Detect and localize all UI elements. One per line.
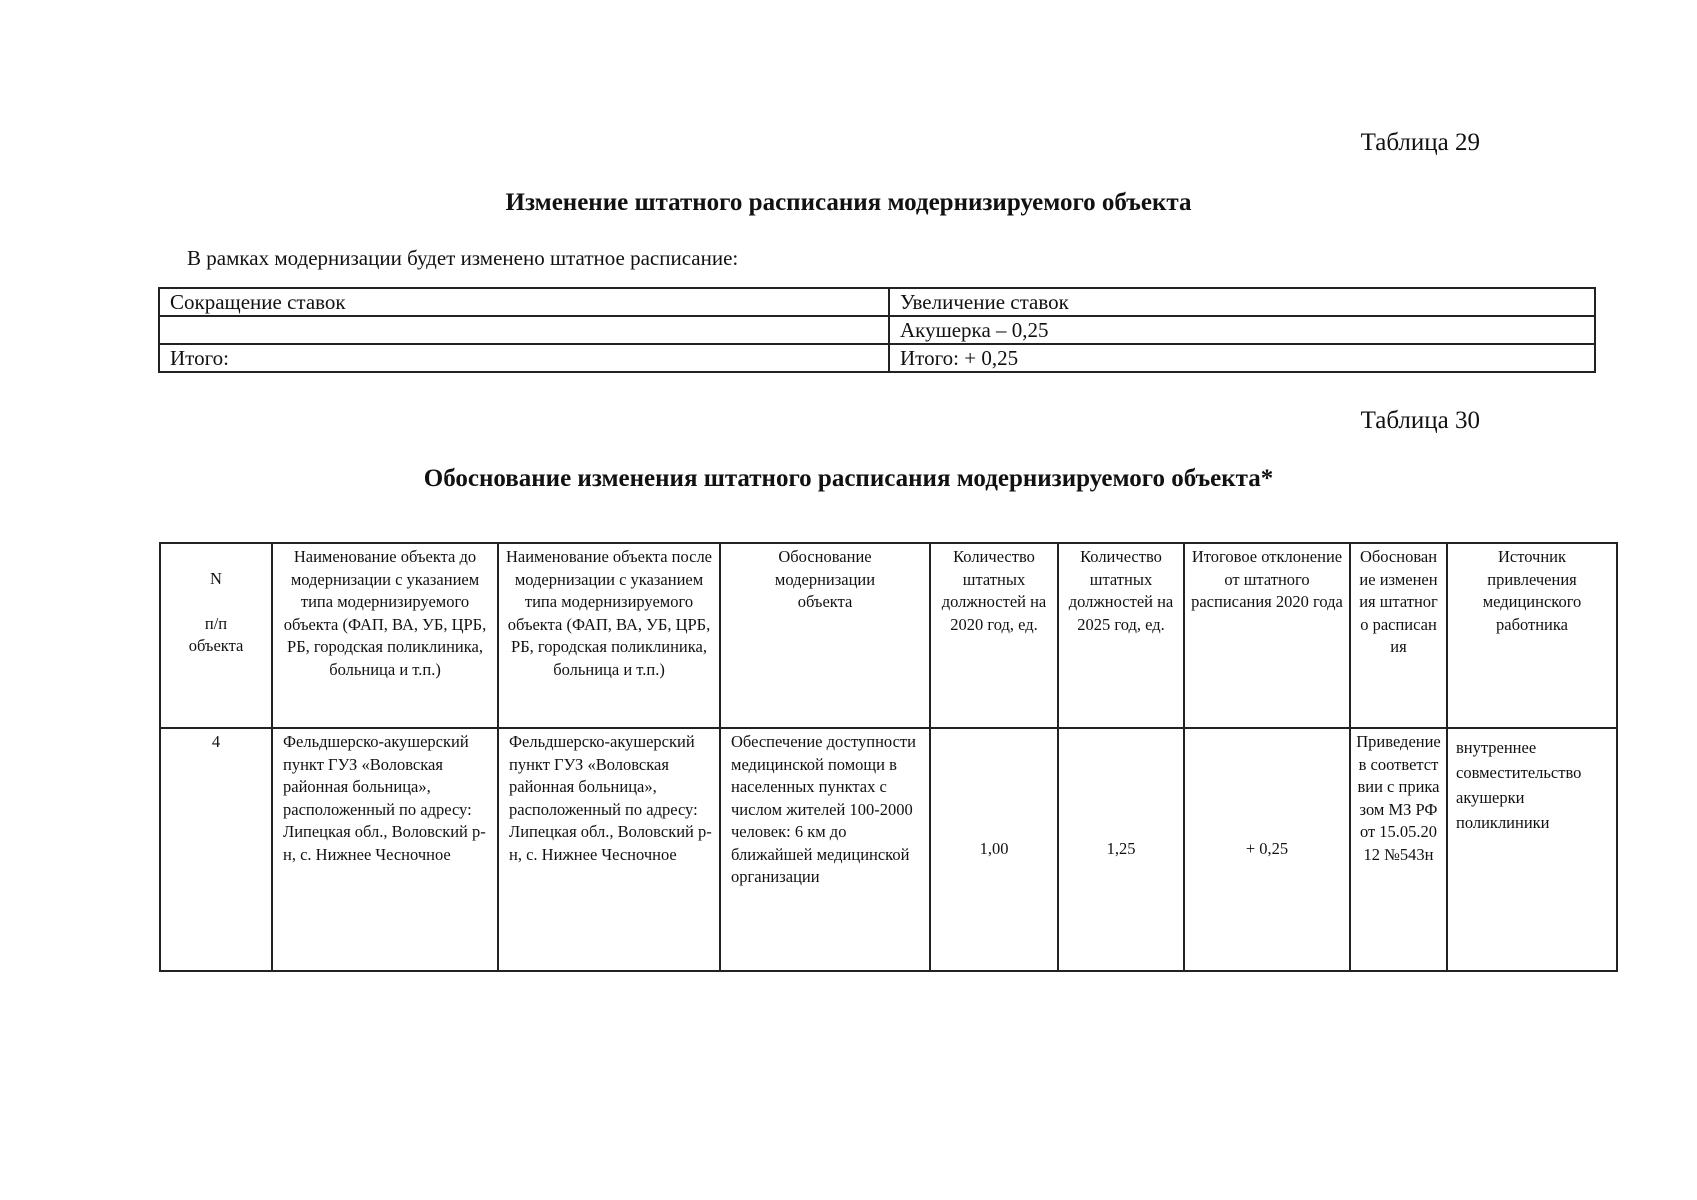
table-row	[159, 288, 1595, 316]
table-row	[159, 344, 1595, 372]
header-cell-count-2025: Количество штатных должностей на 2025 год, ед.	[1058, 543, 1184, 728]
table-30-label: Таблица 30	[1360, 407, 1480, 434]
staffing-justification-table	[159, 542, 1618, 972]
cell-name-before: Фельдшерско-акушерский пункт ГУЗ «Воловская районная больница», расположенный по адресу: Липецкая обл., Воловский р-н, с. Нижнее Чесночное	[272, 728, 498, 971]
header-cell-deviation: Итоговое отклонение от штатного расписания 2020 года	[1184, 543, 1350, 728]
cell-name-after: Фельдшерско-акушерский пункт ГУЗ «Воловская районная больница», расположенный по адресу: Липецкая обл., Воловский р-н, с. Нижнее Чесночное	[498, 728, 720, 971]
table-cell: Акушерка – 0,25	[889, 316, 1595, 344]
header-number-object: объекта	[188, 636, 244, 655]
staffing-change-table	[158, 287, 1596, 373]
table-cell	[159, 316, 889, 344]
table-29-intro: В рамках модернизации будет изменено штатное расписание:	[187, 246, 739, 270]
table-header-row	[160, 543, 1617, 728]
cell-number: 4	[160, 728, 272, 971]
cell-change-basis: Приведение в соответствии с приказом МЗ РФ от 15.05.2012 №543н	[1350, 728, 1447, 971]
table-cell: Итого:	[159, 344, 889, 372]
table-row	[160, 728, 1617, 971]
header-cell-name-after: Наименование объекта после модернизации с указанием типа модернизируемого объекта (ФАП, ВА, УБ, ЦРБ, РБ, городская поликлиника, больница и т.п.)	[498, 543, 720, 728]
cell-source: внутреннее совместительство акушерки поликлиники	[1447, 728, 1617, 971]
cell-count-2025: 1,25	[1058, 728, 1184, 971]
header-cell-number	[160, 543, 272, 728]
header-cell-change-basis: Обоснование изменения штатного расписания	[1350, 543, 1447, 728]
header-cell-name-before: Наименование объекта до модернизации с указанием типа модернизируемого объекта (ФАП, ВА, УБ, ЦРБ, РБ, городская поликлиника, больница и т.п.)	[272, 543, 498, 728]
table-30-title: Обоснование изменения штатного расписания модернизируемого объекта*	[423, 465, 1274, 492]
header-cell-count-2020: Количество штатных должностей на 2020 год, ед.	[930, 543, 1058, 728]
table-row	[159, 316, 1595, 344]
header-cell-source: Источник привлечения медицинского работника	[1447, 543, 1617, 728]
header-number-pp: п/п	[204, 613, 228, 633]
table-cell: Сокращение ставок	[159, 288, 889, 316]
cell-justification: Обеспечение доступности медицинской помощи в населенных пунктах с числом жителей 100-2000 человек: 6 км до ближайшей медицинской организации	[720, 728, 930, 971]
cell-deviation: + 0,25	[1184, 728, 1350, 971]
table-29-label: Таблица 29	[1360, 129, 1480, 156]
header-number-n: N	[210, 569, 222, 588]
table-cell: Итого: + 0,25	[889, 344, 1595, 372]
cell-count-2020: 1,00	[930, 728, 1058, 971]
header-cell-justification: Обоснование модернизации объекта	[720, 543, 930, 728]
table-cell: Увеличение ставок	[889, 288, 1595, 316]
table-29-title: Изменение штатного расписания модернизируемого объекта	[505, 189, 1192, 216]
